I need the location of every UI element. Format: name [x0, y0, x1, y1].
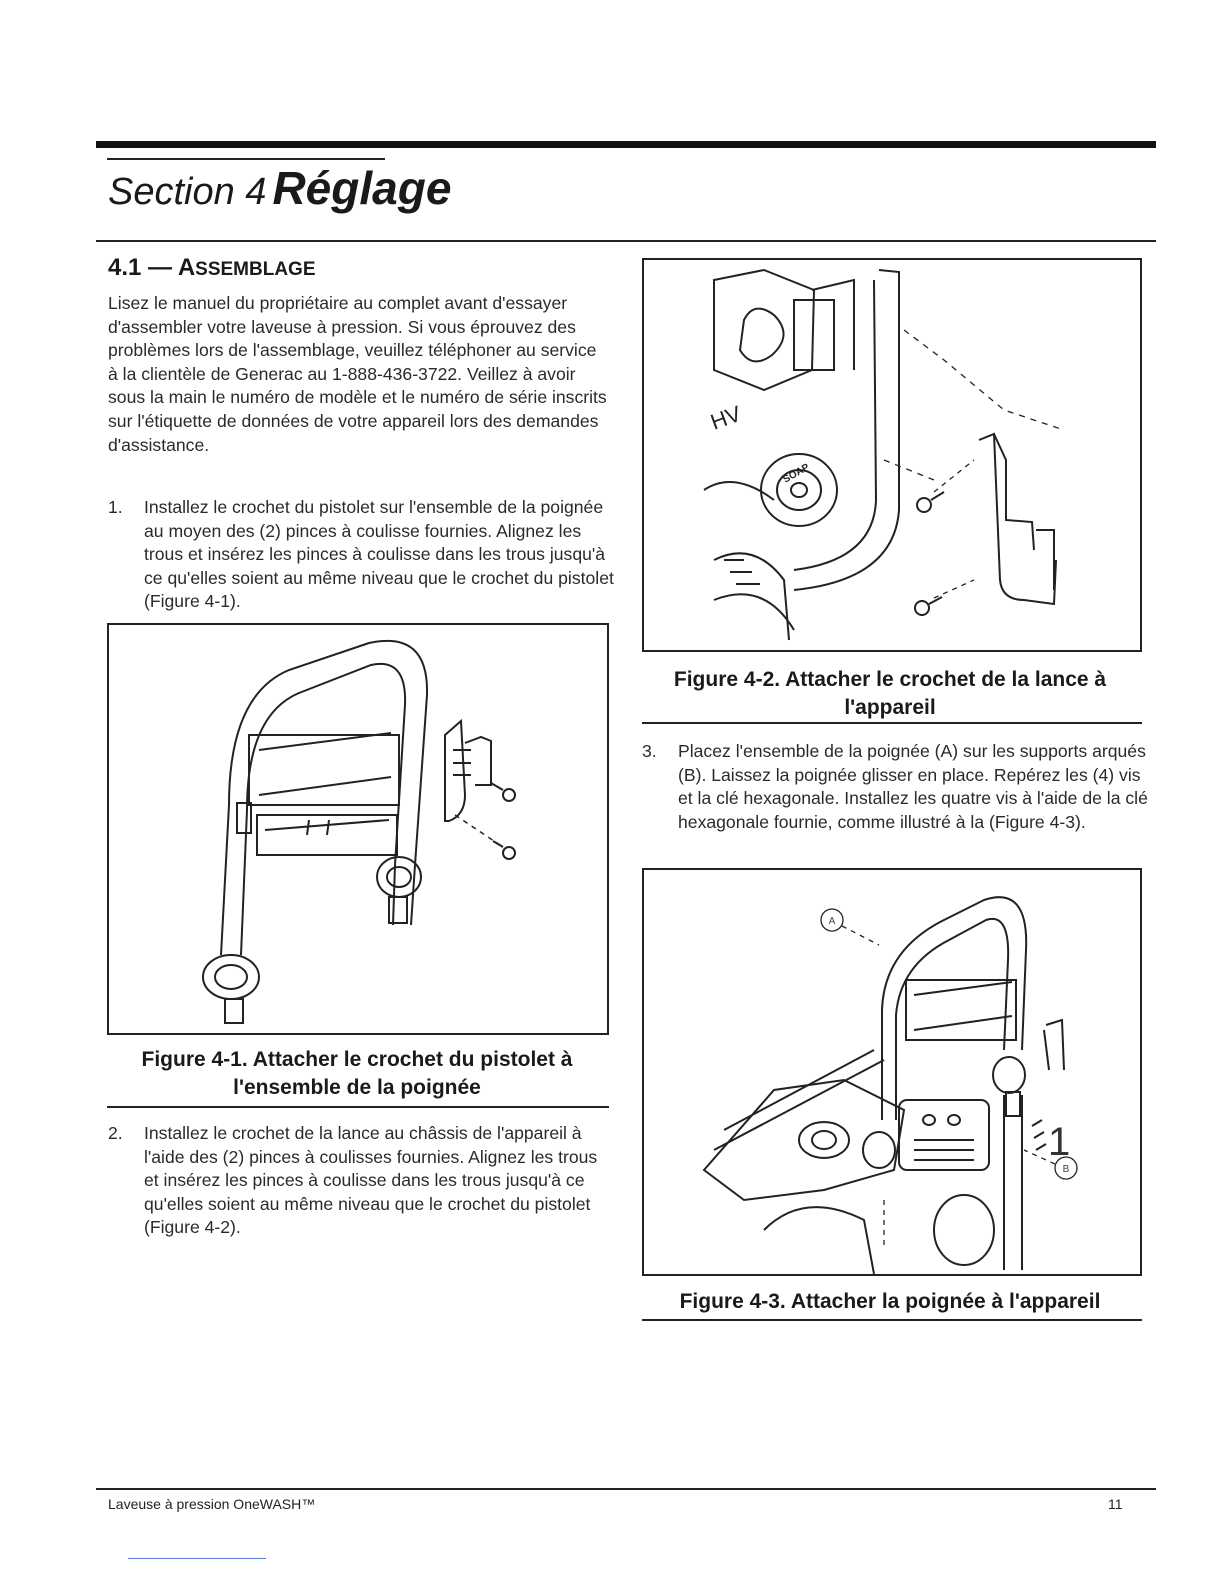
step-text: Installez le crochet de la lance au châssis de l'appareil à l'aide des (2) pinces à coulisses fournies. Alignez les trous et insérez les pinces à coulisse dans les trous jusqu'à ce qu'elles soient au même niveau que le crochet du pistolet (Figure 4-2).: [144, 1123, 598, 1238]
step-text: Placez l'ensemble de la poignée (A) sur les supports arqués (B). Laissez la poignée glisser en place. Repérez les (4) vis et la clé hexagonale. Installez les quatre vis à l'aide de la clé hexagonale fournie, comme illustré à la (Figure 4-3).: [678, 741, 1148, 832]
subsection-heading: [108, 254, 316, 282]
quantity-label: 1: [1048, 1120, 1071, 1164]
intro-paragraph: Lisez le manuel du propriétaire au complet avant d'essayer d'assembler votre laveuse à pression. Si vous éprouvez des problèmes lors de l'assemblage, veuillez téléphoner au service à la clientèle de Generac au 1-888-436-3722. Veillez à avoir sous la main le numéro de modèle et le numéro de série inscrits sur l'étiquette de données de votre appareil lors des demandes d'assistance.: [108, 293, 607, 455]
figure-4-3: [642, 868, 1142, 1276]
figure-4-3-caption: Figure 4-3. Attacher la poignée à l'appareil: [679, 1290, 1101, 1313]
figure-4-2-caption: Figure 4-2. Attacher le crochet de la lance à l'appareil: [673, 668, 1107, 719]
link-underline: [128, 1558, 266, 1559]
section-title: [108, 160, 451, 220]
figure-4-3-caption-rule: [642, 1319, 1142, 1321]
top-rule: [96, 141, 1156, 148]
section-prefix: Section 4: [108, 171, 267, 213]
figure-4-1-caption-rule: [107, 1106, 609, 1108]
section-divider: [96, 240, 1156, 242]
heading-initial: A: [177, 254, 196, 281]
step-1: [108, 496, 614, 614]
lance-hook-illustration: [644, 260, 1140, 650]
footer-product-name: Laveuse à pression OneWASH™: [108, 1496, 316, 1512]
soap-label: SOAP: [781, 461, 812, 486]
heading-number: 4.1 —: [108, 254, 178, 281]
handle-to-unit-illustration: [644, 870, 1140, 1274]
page-number: 11: [1108, 1496, 1123, 1512]
label-a: A: [828, 916, 836, 927]
footer-rule: [96, 1488, 1156, 1490]
label-b: B: [1062, 1164, 1070, 1175]
figure-4-1-caption: Figure 4-1. Attacher le crochet du pistolet à l'ensemble de la poignée: [141, 1048, 573, 1099]
figure-4-2-caption-rule: [642, 722, 1142, 724]
heading-small-caps: SSEMBLAGE: [195, 259, 316, 280]
step-number: 1.: [108, 497, 123, 517]
step-2: [108, 1122, 614, 1240]
step-number: 2.: [108, 1123, 123, 1143]
figure-4-2: [642, 258, 1142, 652]
figure-4-1: [107, 623, 609, 1035]
section-name: Réglage: [272, 162, 452, 214]
step-text: Installez le crochet du pistolet sur l'ensemble de la poignée au moyen des (2) pinces à coulisse fournies. Alignez les trous et insérez les pinces à coulisse dans les trous jusqu'à ce qu'elles soient au même niveau que le crochet du pistolet (Figure 4-1).: [144, 497, 614, 612]
handle-assembly-illustration: [109, 625, 607, 1033]
step-number: 3.: [642, 741, 657, 761]
step-3: [642, 740, 1150, 834]
hv-label: HV: [707, 400, 745, 435]
